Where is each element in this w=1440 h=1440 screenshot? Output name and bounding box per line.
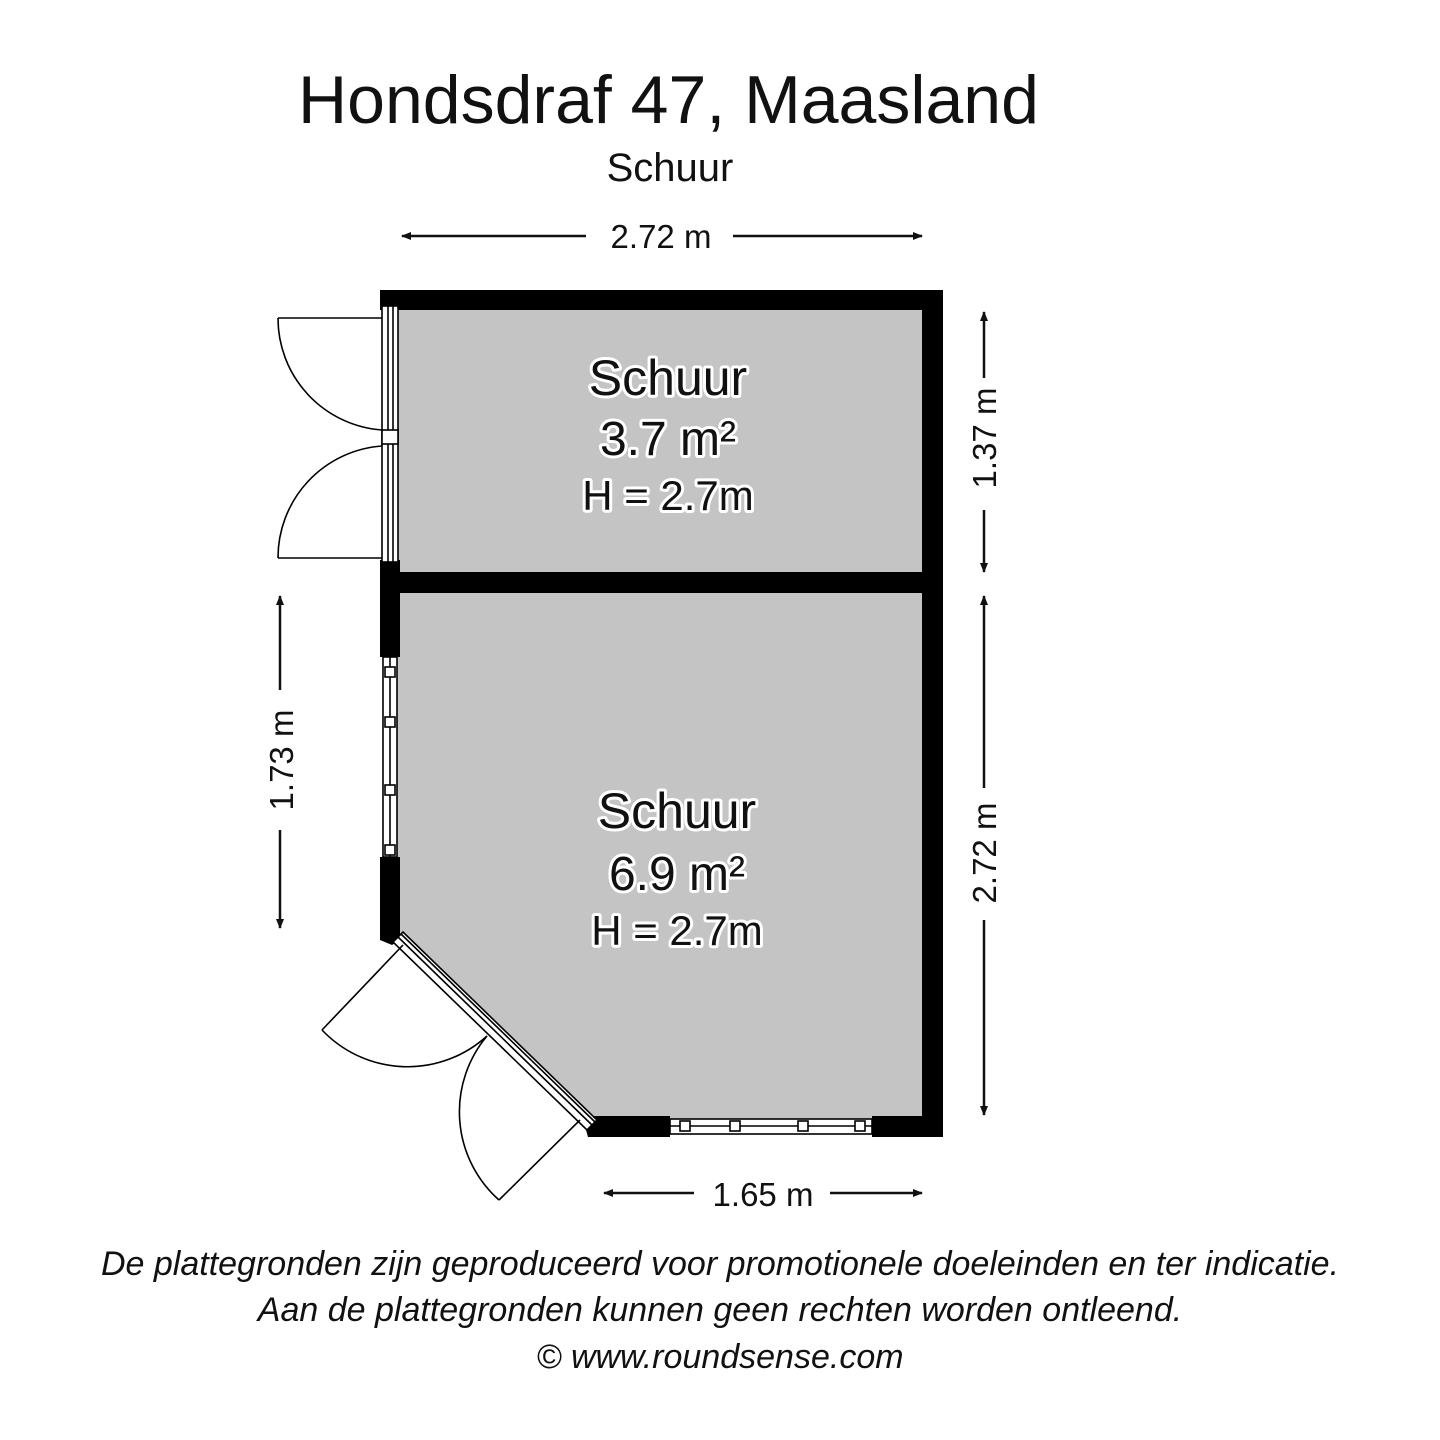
- wall-middle: [380, 572, 943, 593]
- dimension-top-label: 2.72 m: [610, 218, 712, 255]
- wall-bottom-left: [588, 1116, 670, 1137]
- wall-left-mid: [380, 560, 400, 657]
- wall-left-lower: [380, 857, 400, 935]
- wall-top: [380, 290, 943, 310]
- copyright-link[interactable]: © www.roundsense.com: [536, 1338, 904, 1376]
- window-left: [383, 657, 397, 857]
- wall-bottom-right: [872, 1116, 943, 1137]
- room-lower-height: H = 2.7m: [591, 907, 763, 954]
- double-door-left: [278, 306, 398, 562]
- room-lower-area: 6.9 m²: [608, 848, 746, 901]
- dimension-left-label: 1.73 m: [263, 709, 300, 811]
- room-upper-area: 3.7 m²: [599, 413, 737, 466]
- plan-title: Hondsdraf 47, Maasland: [298, 62, 1039, 138]
- dimension-right-upper-label: 1.37 m: [966, 387, 1003, 489]
- room-upper-name: Schuur: [588, 350, 748, 406]
- room-lower-name: Schuur: [597, 783, 757, 839]
- wall-right: [922, 290, 943, 1137]
- disclaimer-line-1: De plattegronden zijn geproduceerd voor promotionele doeleinden en ter indicatie.: [100, 1245, 1340, 1283]
- plan-subtitle: Schuur: [606, 146, 734, 190]
- disclaimer-line-2: Aan de plattegronden kunnen geen rechten worden ontleend.: [257, 1291, 1183, 1329]
- dimension-bottom-label: 1.65 m: [712, 1176, 814, 1213]
- window-bottom: [670, 1119, 872, 1134]
- dimension-right-lower-label: 2.72 m: [966, 802, 1003, 904]
- room-upper-height: H = 2.7m: [582, 472, 754, 519]
